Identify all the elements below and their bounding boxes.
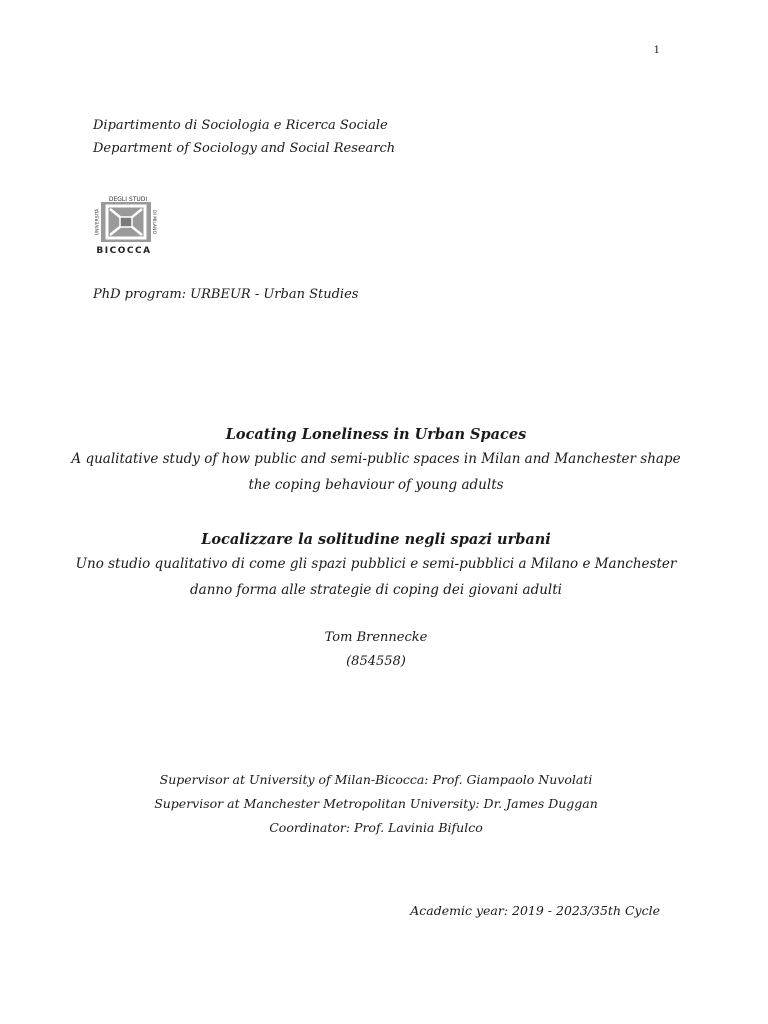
page-number: 1 xyxy=(653,45,660,56)
author-block xyxy=(60,626,692,674)
english-title-block xyxy=(60,426,692,498)
italian-title-block xyxy=(60,531,692,603)
coordinator-line: Coordinator: Prof. Lavinia Bifulco xyxy=(269,820,483,835)
subtitle-italian-line2: danno forma alle strategie di coping dei giovani adulti xyxy=(190,582,562,598)
logo-text-left: UNIVERSITÀ xyxy=(95,208,101,236)
subtitle-italian-line1: Uno studio qualitativo di come gli spazi pubblici e semi-pubblici a Milano e Manchester xyxy=(75,556,677,572)
logo-text-top: DEGLI STUDI xyxy=(108,196,148,203)
phd-program: PhD program: URBEUR - Urban Studies xyxy=(93,287,359,302)
supervisor-line-2: Supervisor at Manchester Metropolitan University: Dr. James Duggan xyxy=(154,796,598,811)
department-english: Department of Sociology and Social Research xyxy=(93,141,396,156)
academic-year: Academic year: 2019 - 2023/35th Cycle xyxy=(410,903,660,918)
author-id: (854558) xyxy=(346,654,406,669)
title-english: Locating Loneliness in Urban Spaces xyxy=(225,426,527,443)
title-italian: Localizzare la solitudine negli spazi urbani xyxy=(201,531,551,548)
logo-text-right: DI MILANO xyxy=(151,209,156,235)
author-name: Tom Brennecke xyxy=(324,630,428,645)
department-italian: Dipartimento di Sociologia e Ricerca Sociale xyxy=(93,118,388,133)
subtitle-english-line2: the coping behaviour of young adults xyxy=(248,477,504,493)
department-block xyxy=(93,114,395,160)
supervisor-line-1: Supervisor at University of Milan-Bicocca: Prof. Giampaolo Nuvolati xyxy=(159,772,593,787)
logo-text-bottom: BICOCCA xyxy=(96,246,152,256)
university-logo xyxy=(94,195,154,255)
supervisors-block xyxy=(60,768,692,840)
subtitle-english-line1: A qualitative study of how public and semi-public spaces in Milan and Manchester shape xyxy=(71,451,681,467)
